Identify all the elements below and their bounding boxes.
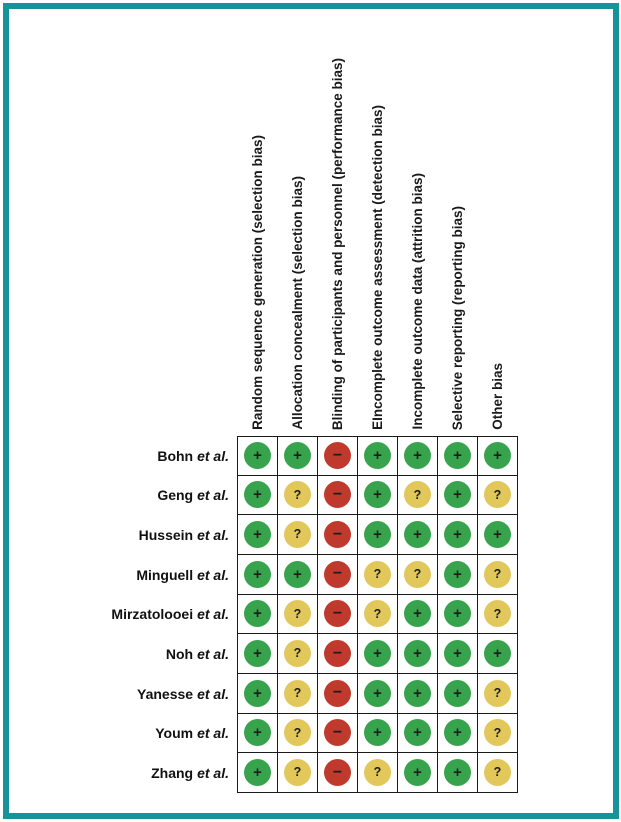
judgement-high-icon: − — [324, 481, 351, 508]
study-name: Geng — [157, 487, 194, 504]
judgement-low-icon: + — [244, 600, 271, 627]
judgement-low-icon: + — [364, 640, 391, 667]
judgement-low-icon: + — [484, 442, 511, 469]
judgement-high-icon: − — [324, 680, 351, 707]
judgement-unclear-icon: ? — [284, 759, 311, 786]
column-header — [318, 9, 358, 430]
judgement-low-icon: + — [444, 481, 471, 508]
table-row — [9, 555, 518, 595]
judgement-unclear-icon: ? — [484, 759, 511, 786]
judgement-cell — [318, 714, 358, 754]
judgement-cell — [478, 753, 518, 793]
judgement-unclear-icon: ? — [284, 521, 311, 548]
judgement-cell — [438, 634, 478, 674]
judgement-unclear-icon: ? — [284, 481, 311, 508]
column-header-label: Allocation concealment (selection bias) — [289, 176, 305, 430]
judgement-cell — [318, 634, 358, 674]
judgement-cells — [237, 753, 518, 793]
judgement-unclear-icon: ? — [284, 680, 311, 707]
judgement-high-icon: − — [324, 442, 351, 469]
judgement-high-icon: − — [324, 759, 351, 786]
judgement-cell — [318, 674, 358, 714]
table-row — [9, 476, 518, 516]
judgement-high-icon: − — [324, 640, 351, 667]
judgement-cell — [478, 476, 518, 516]
study-etal: et al. — [197, 685, 229, 702]
study-name: Hussein — [138, 527, 194, 544]
judgement-unclear-icon: ? — [484, 719, 511, 746]
judgement-unclear-icon: ? — [484, 561, 511, 588]
column-header — [358, 9, 398, 430]
study-etal: et al. — [197, 566, 229, 583]
judgement-cell — [438, 595, 478, 635]
study-label — [9, 515, 237, 555]
judgement-cell — [318, 515, 358, 555]
column-headers — [238, 9, 518, 430]
judgement-cell — [438, 515, 478, 555]
judgement-unclear-icon: ? — [284, 640, 311, 667]
judgement-high-icon: − — [324, 600, 351, 627]
study-label — [9, 753, 237, 793]
judgement-cell — [478, 515, 518, 555]
judgement-low-icon: + — [404, 640, 431, 667]
study-etal: et al. — [197, 606, 229, 623]
judgement-cell — [438, 555, 478, 595]
judgement-cells — [237, 555, 518, 595]
judgement-high-icon: − — [324, 719, 351, 746]
judgement-low-icon: + — [244, 521, 271, 548]
judgement-cell — [398, 595, 438, 635]
judgement-low-icon: + — [484, 521, 511, 548]
judgement-low-icon: + — [484, 640, 511, 667]
judgement-low-icon: + — [244, 442, 271, 469]
judgement-high-icon: − — [324, 561, 351, 588]
judgement-cell — [278, 595, 318, 635]
judgement-cell — [438, 476, 478, 516]
judgement-low-icon: + — [284, 561, 311, 588]
judgement-cell — [318, 555, 358, 595]
judgement-unclear-icon: ? — [364, 561, 391, 588]
judgement-low-icon: + — [244, 481, 271, 508]
judgement-cell — [238, 437, 278, 476]
judgement-cell — [358, 515, 398, 555]
judgement-low-icon: + — [244, 640, 271, 667]
judgement-cell — [438, 714, 478, 754]
judgement-unclear-icon: ? — [484, 481, 511, 508]
judgement-low-icon: + — [244, 680, 271, 707]
judgement-cells — [237, 595, 518, 635]
judgement-high-icon: − — [324, 521, 351, 548]
judgement-low-icon: + — [244, 719, 271, 746]
column-header-label: Blinding of participants and personnel (performance bias) — [329, 57, 345, 430]
study-etal: et al. — [197, 646, 229, 663]
judgement-unclear-icon: ? — [484, 600, 511, 627]
judgement-cell — [278, 437, 318, 476]
column-header — [398, 9, 438, 430]
column-header-label: EIncomplete outcome assessment (detection bias) — [369, 105, 385, 430]
table-row — [9, 595, 518, 635]
judgement-cell — [358, 674, 398, 714]
column-header-label: Other bias — [489, 363, 505, 430]
judgement-low-icon: + — [444, 719, 471, 746]
table-row — [9, 634, 518, 674]
figure-frame — [3, 3, 619, 819]
study-label — [9, 634, 237, 674]
judgement-cell — [478, 437, 518, 476]
judgement-cell — [398, 634, 438, 674]
judgement-unclear-icon: ? — [364, 759, 391, 786]
study-name: Zhang — [151, 765, 194, 782]
judgement-low-icon: + — [444, 680, 471, 707]
judgement-cell — [278, 714, 318, 754]
column-header — [478, 9, 518, 430]
table-row — [9, 714, 518, 754]
judgement-low-icon: + — [244, 759, 271, 786]
judgement-cells — [237, 515, 518, 555]
judgement-cells — [237, 476, 518, 516]
judgement-cell — [278, 476, 318, 516]
table-row — [9, 515, 518, 555]
judgement-low-icon: + — [244, 561, 271, 588]
judgement-low-icon: + — [444, 442, 471, 469]
judgement-cell — [358, 437, 398, 476]
judgement-cell — [398, 674, 438, 714]
judgement-cells — [237, 674, 518, 714]
judgement-cell — [478, 674, 518, 714]
judgement-cell — [398, 476, 438, 516]
judgement-low-icon: + — [444, 521, 471, 548]
judgement-low-icon: + — [284, 442, 311, 469]
judgement-cell — [438, 437, 478, 476]
judgement-unclear-icon: ? — [484, 680, 511, 707]
judgement-cells — [237, 714, 518, 754]
column-header — [238, 9, 278, 430]
judgement-low-icon: + — [444, 561, 471, 588]
judgement-cell — [358, 714, 398, 754]
table-row — [9, 753, 518, 793]
judgement-cell — [278, 634, 318, 674]
study-etal: et al. — [197, 487, 229, 504]
judgement-cell — [238, 476, 278, 516]
judgement-cells — [237, 634, 518, 674]
study-name: Minguell — [136, 566, 194, 583]
judgement-cell — [478, 595, 518, 635]
judgement-cell — [238, 595, 278, 635]
column-header — [278, 9, 318, 430]
judgement-low-icon: + — [404, 719, 431, 746]
judgement-low-icon: + — [364, 442, 391, 469]
judgement-low-icon: + — [404, 680, 431, 707]
study-etal: et al. — [197, 447, 229, 464]
judgement-cell — [318, 437, 358, 476]
judgement-cell — [478, 634, 518, 674]
judgement-cell — [278, 674, 318, 714]
judgement-low-icon: + — [444, 759, 471, 786]
judgement-unclear-icon: ? — [284, 600, 311, 627]
judgement-cell — [398, 437, 438, 476]
judgement-cells — [237, 436, 518, 476]
judgement-cell — [478, 714, 518, 754]
column-header-label: Random sequence generation (selection bias) — [249, 135, 265, 430]
study-name: Mirzatolooei — [111, 606, 194, 623]
column-header-label: Incomplete outcome data (attrition bias) — [409, 173, 425, 430]
judgement-cell — [318, 753, 358, 793]
judgement-low-icon: + — [364, 521, 391, 548]
judgement-cell — [238, 515, 278, 555]
judgement-unclear-icon: ? — [284, 719, 311, 746]
study-etal: et al. — [197, 527, 229, 544]
judgement-cell — [238, 674, 278, 714]
study-name: Noh — [165, 646, 194, 663]
judgement-cell — [358, 595, 398, 635]
judgement-cell — [398, 753, 438, 793]
study-name: Yanesse — [137, 685, 194, 702]
judgement-cell — [358, 753, 398, 793]
study-etal: et al. — [197, 765, 229, 782]
judgement-cell — [238, 634, 278, 674]
judgement-cell — [478, 555, 518, 595]
study-label — [9, 555, 237, 595]
judgement-cell — [238, 555, 278, 595]
judgement-low-icon: + — [404, 521, 431, 548]
judgement-cell — [278, 753, 318, 793]
judgement-cell — [278, 515, 318, 555]
judgement-low-icon: + — [404, 600, 431, 627]
judgement-cell — [398, 714, 438, 754]
study-name: Bohn — [157, 447, 194, 464]
judgement-cell — [398, 555, 438, 595]
judgement-low-icon: + — [404, 442, 431, 469]
column-header-label: Selective reporting (reporting bias) — [449, 205, 465, 430]
judgement-cell — [278, 555, 318, 595]
judgement-cell — [358, 476, 398, 516]
study-label — [9, 476, 237, 516]
judgement-cell — [438, 753, 478, 793]
judgement-low-icon: + — [404, 759, 431, 786]
judgement-low-icon: + — [364, 680, 391, 707]
study-name: Youm — [155, 725, 194, 742]
study-label — [9, 436, 237, 476]
judgement-low-icon: + — [364, 719, 391, 746]
table-row — [9, 436, 518, 476]
judgement-unclear-icon: ? — [404, 561, 431, 588]
judgement-low-icon: + — [444, 640, 471, 667]
judgement-cell — [318, 595, 358, 635]
study-etal: et al. — [197, 725, 229, 742]
judgement-cell — [238, 714, 278, 754]
study-label — [9, 714, 237, 754]
judgement-cell — [438, 674, 478, 714]
risk-of-bias-table — [9, 436, 518, 793]
study-label — [9, 595, 237, 635]
judgement-low-icon: + — [444, 600, 471, 627]
study-label — [9, 674, 237, 714]
judgement-cell — [358, 555, 398, 595]
judgement-cell — [238, 753, 278, 793]
judgement-cell — [358, 634, 398, 674]
judgement-cell — [318, 476, 358, 516]
judgement-cell — [398, 515, 438, 555]
judgement-low-icon: + — [364, 481, 391, 508]
judgement-unclear-icon: ? — [364, 600, 391, 627]
judgement-unclear-icon: ? — [404, 481, 431, 508]
column-header — [438, 9, 478, 430]
table-row — [9, 674, 518, 714]
